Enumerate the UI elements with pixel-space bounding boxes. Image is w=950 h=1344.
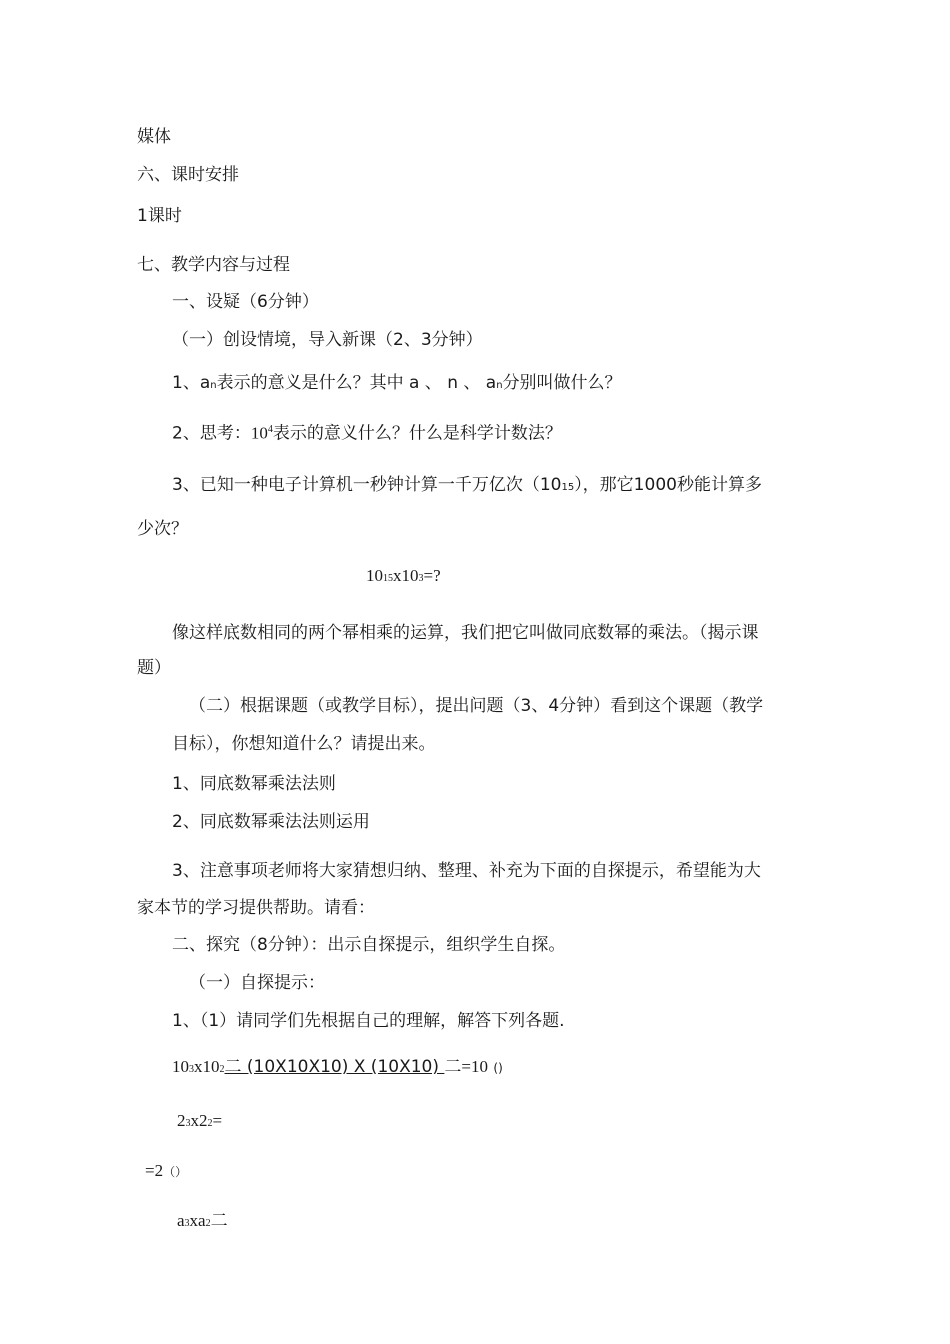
heading-questioning: 一、设疑（6分钟） — [172, 292, 319, 312]
equation-a-3-times-a-2: a3xa2二 — [177, 1211, 228, 1230]
equation-2-3-times-2-2: 23x22= — [177, 1111, 223, 1130]
list-item-rule-application: 2、同底数幂乘法法则运用 — [172, 812, 370, 832]
question-3-line1: 3、已知一种电子计算机一秒钟计算一千万亿次（1015），那它1000秒能计算多 — [172, 475, 762, 495]
paragraph-raise-questions-line2: 目标），你想知道什么？请提出来。 — [172, 734, 436, 754]
paragraph-notes-line2: 家本节的学习提供帮助。请看： — [137, 898, 375, 918]
equation-10-3-times-10-2: 103x102二 (10X10X10) X (10X10) 二=10 () — [172, 1057, 503, 1077]
equation-10-15-times-10-3: 1015x103=? — [366, 566, 441, 585]
list-item-rule: 1、同底数幂乘法法则 — [172, 774, 336, 794]
text-media: 媒体 — [137, 127, 171, 147]
heading-create-scenario: （一）创设情境，导入新课（2、3分钟） — [172, 330, 483, 350]
paragraph-same-base-line1: 像这样底数相同的两个幂相乘的运算，我们把它叫做同底数幂的乘法。（揭示课 — [172, 623, 759, 643]
heading-self-explore-hints: （一）自探提示： — [189, 973, 325, 993]
paragraph-raise-questions-line1: （二）根据课题（或教学目标），提出问题（3、4分钟）看到这个课题（教学 — [189, 696, 764, 716]
equation-result-2: =2（） — [145, 1161, 188, 1180]
question-3-line2: 少次？ — [137, 519, 188, 539]
question-1: 1、an表示的意义是什么？其中 a 、 n 、 an分别叫做什么？ — [172, 373, 622, 393]
paragraph-same-base-line2: 题） — [137, 658, 171, 678]
heading-class-schedule: 六、课时安排 — [137, 165, 239, 185]
heading-explore: 二、探究（8分钟）：出示自探提示，组织学生自探。 — [172, 935, 566, 955]
text-one-period: 1课时 — [137, 206, 182, 226]
instruction-answer-questions: 1、（1）请同学们先根据自己的理解，解答下列各题. — [172, 1011, 565, 1031]
question-2: 2、思考：$10^4$表示的意义什么？什么是科学计数法？ — [172, 423, 562, 444]
heading-content-process: 七、教学内容与过程 — [137, 255, 290, 275]
paragraph-notes-line1: 3、注意事项老师将大家猜想归纳、整理、补充为下面的自探提示，希望能为大 — [172, 861, 761, 881]
